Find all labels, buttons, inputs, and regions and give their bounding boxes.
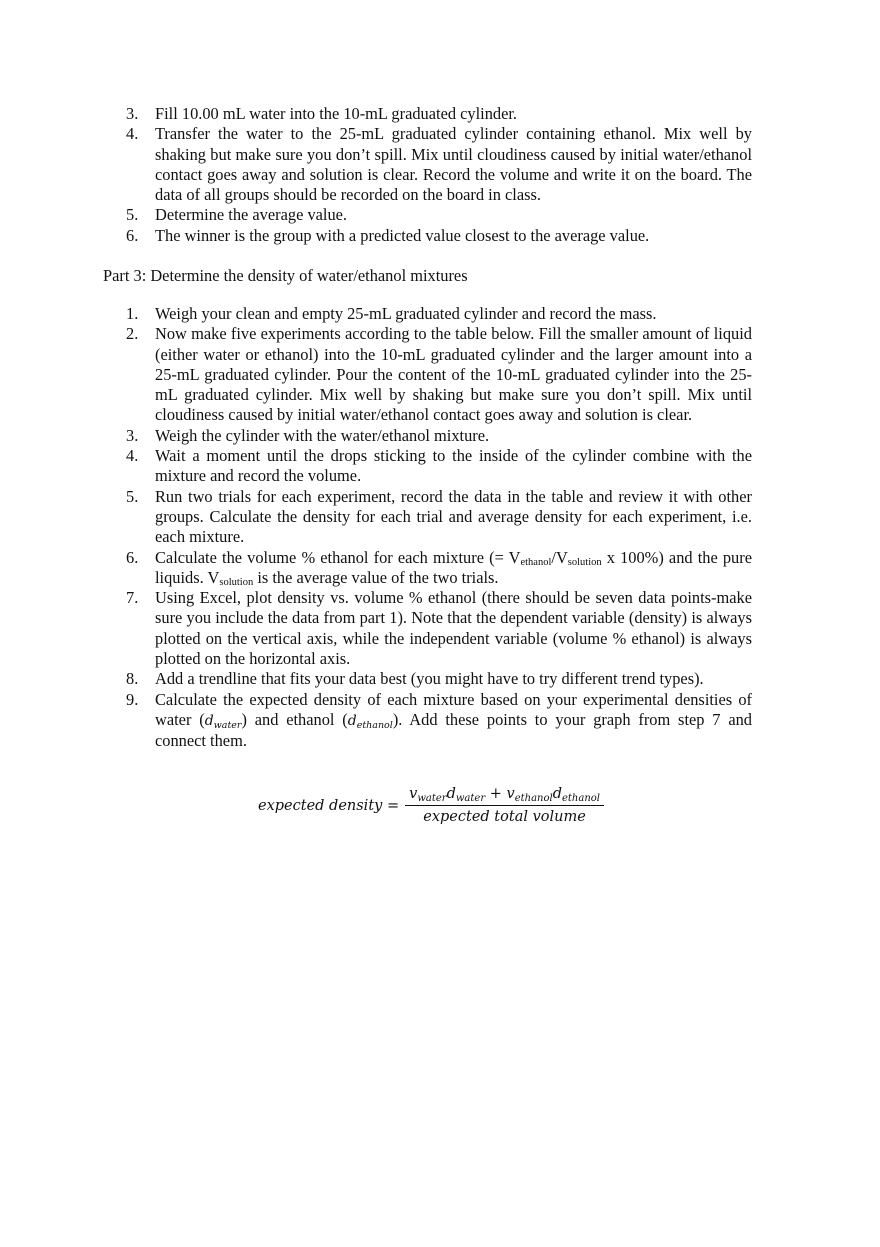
list-number: 5. [126, 486, 139, 506]
list-item [126, 226, 752, 246]
list-number: 6. [126, 547, 139, 567]
list-item [126, 124, 752, 205]
section-heading-part3: Part 3: Determine the density of water/ethanol mixtures [103, 266, 468, 285]
equation-numerator: $v_{water}d_{water} + v_{ethanol}d_{ethanol}$ [405, 786, 604, 806]
math-d-water: $d_{water}$ [204, 712, 242, 731]
equation-denominator: expected total volume [423, 809, 586, 825]
list-item [126, 446, 752, 487]
list-item [126, 690, 752, 752]
list-text: Using Excel, plot density vs. volume % ethanol (there should be seven data points-make sure you include the data from part 1). Note that the dependent variable (density) is always plotted on the vertical axis, while the independent variable (volume % ethanol) is always plotted on the horizontal axis. [155, 588, 752, 669]
list-item [126, 324, 752, 425]
list-text: Transfer the water to the 25-mL graduated cylinder containing ethanol. Mix well by shaking but make sure you don’t spill. Mix until cloudiness caused by initial water/ethanol contact goes away and solution is clear. Record the volume and write it on the board. The data of all groups should be recorded on the board in class. [155, 124, 752, 205]
list-item [126, 104, 752, 124]
list-text: Calculate the expected density of each mixture based on your experimental densities of water $(d_{water})$ and ethanol $(d_{ethanol})$. Add these points to your graph from step 7 and connect them. [155, 689, 752, 751]
list-number: 3. [126, 104, 139, 123]
list-number: 6. [126, 225, 139, 245]
list-text: Calculate the volume % ethanol for each mixture (= $V_{ethanol}/V_{solution}$ x 100%) and the pure liquids. $V_{solution}$ is the average value of the two trials. [155, 547, 752, 588]
list-item [126, 548, 752, 589]
equation-lhs: expected density = [258, 797, 400, 814]
list-number: 4. [126, 446, 139, 466]
list-text: Now make five experiments according to the table below. Fill the smaller amount of liquid (either water or ethanol) into the 10-mL graduated cylinder and the larger amount into a 25-mL graduated cylinder. Pour the content of the 10-mL graduated cylinder into the 25-mL graduated cylinder. Mix well by shaking but make sure you don’t spill. Mix until cloudiness caused by initial water/ethanol contact goes away and solution is clear. [155, 324, 752, 425]
list-text: Weigh the cylinder with the water/ethanol mixture. [155, 425, 490, 445]
list-text: The winner is the group with a predicted value closest to the average value. [155, 225, 650, 245]
list-number: 9. [126, 689, 139, 709]
math-d-ethanol: $d_{ethanol}$ [347, 712, 393, 731]
procedure-list-part3 [126, 304, 752, 752]
list-text: Wait a moment until the drops sticking to the inside of the cylinder combine with the mixture and record the volume. [155, 446, 752, 486]
procedure-list-part2 [126, 104, 752, 246]
list-number: 3. [126, 425, 139, 445]
list-item [126, 205, 752, 225]
list-text: Add a trendline that fits your data best (you might have to try different trend types). [155, 669, 704, 689]
list-number: 8. [126, 669, 139, 689]
list-item [126, 588, 752, 669]
list-number: 1. [126, 304, 139, 323]
list-text: Fill 10.00 mL water into the 10-mL graduated cylinder. [155, 104, 518, 123]
list-text: Weigh your clean and empty 25-mL graduated cylinder and record the mass. [155, 304, 657, 323]
list-number: 2. [126, 324, 139, 344]
list-item [126, 669, 752, 689]
list-number: 7. [126, 588, 139, 608]
list-text: Determine the average value. [155, 205, 348, 225]
list-item [126, 426, 752, 446]
list-number: 5. [126, 205, 139, 225]
list-number: 4. [126, 124, 139, 144]
list-item [126, 304, 752, 324]
expected-density-equation [258, 786, 604, 825]
equation-fraction [405, 786, 604, 825]
list-item [126, 487, 752, 548]
list-text: Run two trials for each experiment, record the data in the table and review it with other groups. Calculate the density for each trial and average density for each experiment, i.e. each mixture. [155, 486, 752, 547]
